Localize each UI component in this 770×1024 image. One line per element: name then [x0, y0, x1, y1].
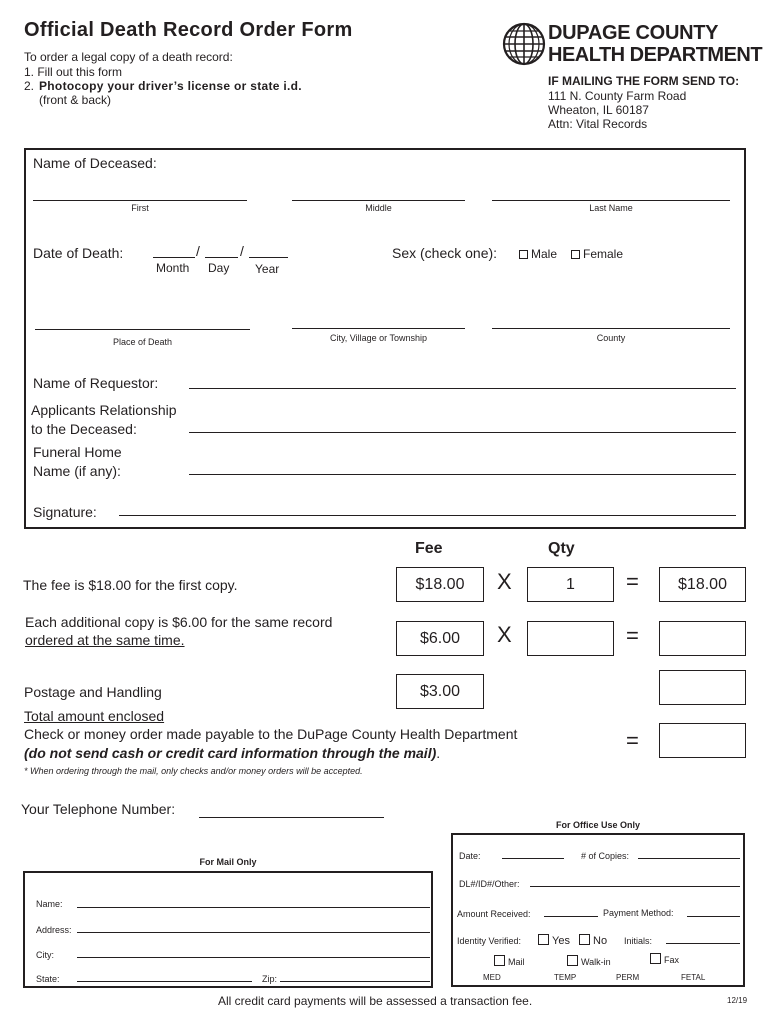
mail-city-label: City:: [36, 950, 54, 960]
qty-header: Qty: [548, 540, 575, 557]
female-label: Female: [583, 247, 624, 261]
funeral-home-field[interactable]: [189, 474, 736, 475]
globe-logo-icon: [502, 22, 546, 71]
middle-caption: Middle: [365, 203, 392, 213]
office-temp-label: TEMP: [554, 973, 577, 982]
male-option[interactable]: [519, 247, 557, 261]
additional-copy-text-2: ordered at the same time.: [25, 632, 185, 648]
city-field[interactable]: [292, 328, 465, 329]
additional-copy-fee: $6.00: [396, 621, 484, 656]
office-dl-field[interactable]: [530, 886, 740, 887]
additional-copy-total[interactable]: [659, 621, 746, 656]
last-name-field[interactable]: [492, 200, 730, 201]
female-checkbox[interactable]: [571, 250, 580, 259]
mail-checkbox[interactable]: [494, 955, 505, 966]
office-amount-label: Amount Received:: [457, 909, 531, 919]
fax-label: Fax: [664, 955, 680, 965]
office-no-option[interactable]: [579, 934, 607, 947]
mailing-address-3: Attn: Vital Records: [548, 117, 648, 131]
postage-total[interactable]: [659, 670, 746, 705]
female-option[interactable]: [571, 247, 623, 261]
check-payable-text: Check or money order made payable to the DuPage County Health Department: [24, 726, 518, 742]
office-copies-field[interactable]: [638, 858, 740, 859]
mail-label: Mail: [508, 957, 525, 967]
requestor-label: Name of Requestor:: [33, 375, 159, 391]
signature-label: Signature:: [33, 504, 97, 520]
logo-line-1: DUPAGE COUNTY: [548, 22, 719, 44]
place-of-death-field[interactable]: [35, 329, 250, 330]
mail-city-field[interactable]: [77, 957, 430, 958]
mail-only-box: [23, 871, 433, 988]
funeral-label-1: Funeral Home: [33, 444, 122, 460]
date-of-death-label: Date of Death:: [33, 245, 124, 261]
first-copy-total[interactable]: $18.00: [659, 567, 746, 602]
step-2-subtext: (front & back): [39, 93, 112, 107]
mail-address-label: Address:: [36, 925, 72, 935]
form-title: Official Death Record Order Form: [24, 19, 353, 41]
total-text: Total amount enclosed: [24, 708, 165, 724]
office-copies-label: # of Copies:: [581, 851, 630, 861]
no-cash-text: (do not send cash or credit card information through the mail): [24, 745, 437, 761]
office-fetal-label: FETAL: [681, 973, 706, 982]
mail-name-label: Name:: [36, 899, 63, 909]
mailing-address-2: Wheaton, IL 60187: [548, 103, 649, 117]
office-payment-label: Payment Method:: [603, 908, 674, 918]
office-date-label: Date:: [459, 851, 481, 861]
relationship-label-1: Applicants Relationship: [31, 402, 177, 418]
equals-symbol: =: [626, 728, 639, 753]
office-perm-label: PERM: [616, 973, 640, 982]
funeral-label-2: Name (if any):: [33, 463, 121, 479]
logo-line-2: HEALTH DEPARTMENT: [548, 44, 763, 66]
male-checkbox[interactable]: [519, 250, 528, 259]
county-field[interactable]: [492, 328, 730, 329]
office-amount-field[interactable]: [544, 916, 598, 917]
equals-symbol: =: [626, 623, 639, 648]
mail-name-field[interactable]: [77, 907, 430, 908]
no-label: No: [593, 935, 608, 947]
mail-state-field[interactable]: [77, 981, 252, 982]
sex-label: Sex (check one):: [392, 245, 498, 261]
first-copy-text: The fee is $18.00 for the first copy.: [23, 577, 238, 593]
male-label: Male: [531, 247, 558, 261]
name-of-deceased-label: Name of Deceased:: [33, 155, 157, 171]
additional-copy-qty[interactable]: [527, 621, 614, 656]
mailing-heading: IF MAILING THE FORM SEND TO:: [548, 74, 740, 88]
office-date-field[interactable]: [502, 858, 564, 859]
fax-checkbox[interactable]: [650, 953, 661, 964]
times-symbol: X: [497, 622, 512, 647]
step-2-number: 2.: [24, 79, 35, 93]
first-copy-qty[interactable]: 1: [527, 567, 614, 602]
office-identity-label: Identity Verified:: [457, 936, 522, 946]
walkin-label: Walk-in: [581, 957, 611, 967]
walkin-checkbox[interactable]: [567, 955, 578, 966]
mail-zip-label: Zip:: [262, 974, 278, 984]
county-caption: County: [596, 333, 626, 343]
mail-note: * When ordering through the mail, only checks and/or money orders will be accepted.: [24, 766, 363, 776]
yes-checkbox[interactable]: [538, 934, 549, 945]
no-checkbox[interactable]: [579, 934, 590, 945]
place-of-death-caption: Place of Death: [112, 337, 173, 347]
postage-text: Postage and Handling: [24, 684, 162, 700]
office-dl-label: DL#/ID#/Other:: [459, 879, 520, 889]
date-slash-1: /: [196, 243, 200, 259]
mail-state-label: State:: [36, 974, 60, 984]
form-version: 12/19: [727, 996, 748, 1005]
middle-name-field[interactable]: [292, 200, 465, 201]
step-1-text: 1. Fill out this form: [24, 65, 123, 79]
fee-header: Fee: [415, 540, 443, 557]
city-caption: City, Village or Township: [329, 333, 428, 343]
credit-card-note: All credit card payments will be assessed a transaction fee.: [218, 994, 533, 1008]
times-symbol: X: [497, 569, 512, 594]
telephone-label: Your Telephone Number:: [21, 801, 176, 817]
year-caption: Year: [255, 262, 280, 276]
mailing-address-1: 111 N. County Farm Road: [548, 89, 687, 103]
step-2-text: Photocopy your driver’s license or state i.d.: [39, 79, 302, 93]
first-name-field[interactable]: [33, 200, 247, 201]
requestor-field[interactable]: [189, 388, 736, 389]
office-payment-field[interactable]: [687, 916, 740, 917]
office-initials-field[interactable]: [666, 943, 740, 944]
office-med-label: MED: [483, 973, 501, 982]
mail-zip-field[interactable]: [280, 981, 430, 982]
signature-field[interactable]: [119, 515, 736, 516]
office-mail-option[interactable]: [494, 955, 525, 967]
relationship-field[interactable]: [189, 432, 736, 433]
office-fax-option[interactable]: [650, 953, 679, 965]
day-caption: Day: [208, 261, 230, 275]
relationship-label-2: to the Deceased:: [31, 421, 137, 437]
no-cash-period: .: [436, 745, 441, 761]
office-use-heading: For Office Use Only: [555, 820, 641, 830]
equals-symbol: =: [626, 569, 639, 594]
intro-text: To order a legal copy of a death record:: [24, 50, 233, 64]
yes-label: Yes: [552, 935, 570, 947]
first-copy-fee: $18.00: [396, 567, 484, 602]
mail-only-heading: For Mail Only: [199, 857, 257, 867]
office-yes-option[interactable]: [538, 934, 570, 947]
telephone-field[interactable]: [199, 817, 384, 818]
date-slash-2: /: [240, 243, 244, 259]
office-walkin-option[interactable]: [567, 955, 611, 967]
postage-fee: $3.00: [396, 674, 484, 709]
office-initials-label: Initials:: [624, 936, 653, 946]
death-day-field[interactable]: [205, 257, 238, 258]
death-month-field[interactable]: [153, 257, 195, 258]
additional-copy-text-1: Each additional copy is $6.00 for the same record: [25, 614, 333, 630]
month-caption: Month: [156, 261, 190, 275]
total-amount-field[interactable]: [659, 723, 746, 758]
first-caption: First: [131, 203, 149, 213]
mail-address-field[interactable]: [77, 932, 430, 933]
last-name-caption: Last Name: [589, 203, 633, 213]
death-year-field[interactable]: [249, 257, 288, 258]
